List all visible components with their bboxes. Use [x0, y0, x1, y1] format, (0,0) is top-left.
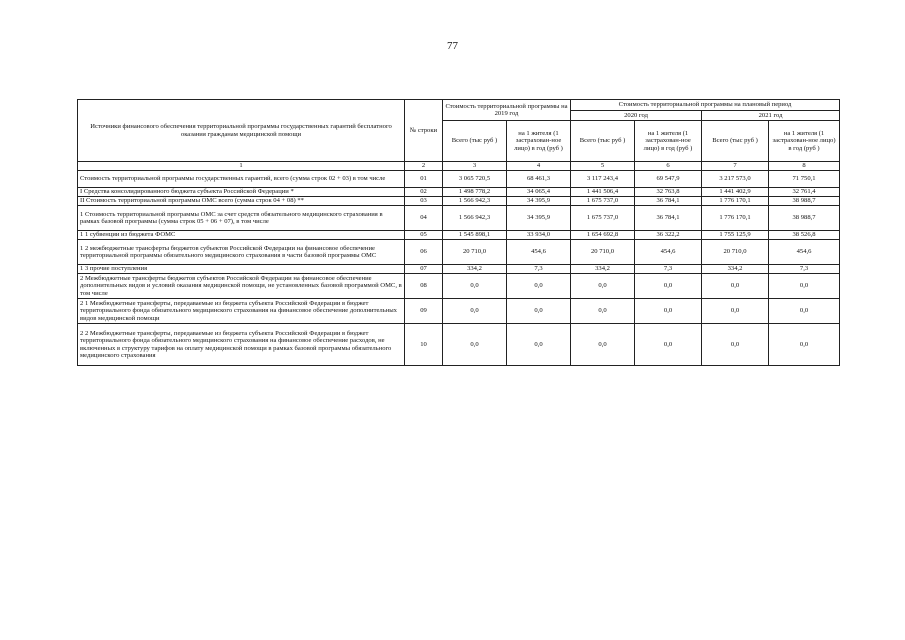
value-cell: 71 750,1 — [769, 171, 840, 188]
value-cell: 0,0 — [507, 274, 571, 299]
value-cell: 34 395,9 — [507, 197, 571, 206]
header-2021-total: Всего (тыс руб ) — [702, 121, 769, 162]
row-label: I Средства консолидированного бюджета субъекта Российской Федерации * — [78, 188, 405, 197]
financing-sources-table — [77, 99, 840, 366]
row-label: Стоимость территориальной программы государственных гарантий, всего (сумма строк 02 + 03) в том числе — [78, 171, 405, 188]
value-cell: 0,0 — [635, 324, 702, 366]
value-cell: 1 776 170,1 — [702, 197, 769, 206]
value-cell: 3 217 573,0 — [702, 171, 769, 188]
header-2021-per-capita: на 1 жителя (1 застрахован-ное лицо) в год (руб ) — [769, 121, 840, 162]
row-label: 1 Стоимость территориальной программы ОМС за счет средств обязательного медицинского страхования в рамках базовой программы (сумма строк 05 + 06 + 07), в том числе — [78, 206, 405, 231]
column-number: 7 — [702, 162, 769, 171]
header-2020-per-capita: на 1 жителя (1 застрахован-ное лицо) в год (руб ) — [635, 121, 702, 162]
header-2019-per-capita: на 1 жителя (1 застрахован-ное лицо) в год (руб ) — [507, 121, 571, 162]
row-number: 02 — [405, 188, 443, 197]
table-row — [78, 231, 840, 240]
value-cell: 0,0 — [507, 324, 571, 366]
value-cell: 69 547,9 — [635, 171, 702, 188]
column-number: 3 — [443, 162, 507, 171]
column-number: 5 — [571, 162, 635, 171]
value-cell: 0,0 — [769, 324, 840, 366]
column-number: 6 — [635, 162, 702, 171]
value-cell: 0,0 — [571, 274, 635, 299]
value-cell: 68 461,3 — [507, 171, 571, 188]
row-number: 08 — [405, 274, 443, 299]
page-number: 77 — [447, 40, 458, 52]
header-2020-total: Всего (тыс руб ) — [571, 121, 635, 162]
value-cell: 334,2 — [571, 265, 635, 274]
row-number: 10 — [405, 324, 443, 366]
value-cell: 36 322,2 — [635, 231, 702, 240]
table-row — [78, 188, 840, 197]
value-cell: 3 065 720,5 — [443, 171, 507, 188]
value-cell: 334,2 — [443, 265, 507, 274]
row-label: 1 1 субвенции из бюджета ФОМС — [78, 231, 405, 240]
header-year-2021: 2021 год — [702, 111, 840, 121]
value-cell: 1 675 737,0 — [571, 197, 635, 206]
table-row — [78, 324, 840, 366]
table-row — [78, 240, 840, 265]
value-cell: 20 710,0 — [443, 240, 507, 265]
header-cost-2019: Стоимость территориальной программы на 2019 год — [443, 100, 571, 121]
value-cell: 33 934,0 — [507, 231, 571, 240]
value-cell: 1 654 692,8 — [571, 231, 635, 240]
header-year-2020: 2020 год — [571, 111, 702, 121]
header-row-no: № строки — [405, 100, 443, 162]
value-cell: 36 784,1 — [635, 197, 702, 206]
value-cell: 1 498 778,2 — [443, 188, 507, 197]
row-label: 1 3 прочие поступления — [78, 265, 405, 274]
value-cell: 32 763,8 — [635, 188, 702, 197]
value-cell: 0,0 — [571, 324, 635, 366]
header-source: Источники финансового обеспечения территориальной программы государственных гарантий бесплатного оказания гражданам медицинской помощи — [78, 100, 405, 162]
table-row — [78, 274, 840, 299]
value-cell: 20 710,0 — [702, 240, 769, 265]
table-row — [78, 197, 840, 206]
value-cell: 20 710,0 — [571, 240, 635, 265]
column-number: 2 — [405, 162, 443, 171]
value-cell: 38 988,7 — [769, 197, 840, 206]
value-cell: 7,3 — [635, 265, 702, 274]
value-cell: 36 784,1 — [635, 206, 702, 231]
row-label: 2 1 Межбюджетные трансферты, передаваемые из бюджета субъекта Российской Федерации в бюджет территориального фонда обязательного медицинского страхования на финансовое обеспечение дополнительных видов медицинской помощи — [78, 299, 405, 324]
row-label: II Стоимость территориальной программы ОМС всего (сумма строк 04 + 08) ** — [78, 197, 405, 206]
value-cell: 0,0 — [635, 274, 702, 299]
row-label: 2 Межбюджетные трансферты бюджетов субъектов Российской Федерации на финансовое обеспечение дополнительных видов и условий оказания медицинской помощи, не установленных базовой программой ОМС, в том числе — [78, 274, 405, 299]
value-cell: 1 755 125,9 — [702, 231, 769, 240]
value-cell: 0,0 — [702, 274, 769, 299]
value-cell: 0,0 — [571, 299, 635, 324]
value-cell: 1 675 737,0 — [571, 206, 635, 231]
column-number: 1 — [78, 162, 405, 171]
column-number: 8 — [769, 162, 840, 171]
value-cell: 1 566 942,3 — [443, 197, 507, 206]
header-cost-plan: Стоимость территориальной программы на плановый период — [571, 100, 840, 111]
value-cell: 3 117 243,4 — [571, 171, 635, 188]
value-cell: 1 566 942,3 — [443, 206, 507, 231]
table-row — [78, 265, 840, 274]
table-row — [78, 299, 840, 324]
value-cell: 38 526,8 — [769, 231, 840, 240]
header-2019-total: Всего (тыс руб ) — [443, 121, 507, 162]
value-cell: 0,0 — [507, 299, 571, 324]
row-number: 09 — [405, 299, 443, 324]
value-cell: 32 761,4 — [769, 188, 840, 197]
column-number: 4 — [507, 162, 571, 171]
value-cell: 454,6 — [507, 240, 571, 265]
column-number-row — [78, 162, 840, 171]
value-cell: 0,0 — [443, 299, 507, 324]
row-label: 1 2 межбюджетные трансферты бюджетов субъектов Российской Федерации на финансовое обеспечение территориальной программы обязательного медицинского страхования в части базовой программы ОМС — [78, 240, 405, 265]
row-number: 05 — [405, 231, 443, 240]
row-label: 2 2 Межбюджетные трансферты, передаваемые из бюджета субъекта Российской Федерации в бюджет территориального фонда обязательного медицинского страхования на финансовое обеспечение расходов, не включенных в структуру тарифов на оплату медицинской помощи в рамках базовой программы обязательного медицинского страхования — [78, 324, 405, 366]
value-cell: 454,6 — [769, 240, 840, 265]
value-cell: 1 545 898,1 — [443, 231, 507, 240]
value-cell: 38 988,7 — [769, 206, 840, 231]
value-cell: 0,0 — [635, 299, 702, 324]
value-cell: 334,2 — [702, 265, 769, 274]
value-cell: 7,3 — [507, 265, 571, 274]
table-row — [78, 171, 840, 188]
value-cell: 7,3 — [769, 265, 840, 274]
value-cell: 0,0 — [769, 274, 840, 299]
row-number: 04 — [405, 206, 443, 231]
value-cell: 1 441 402,9 — [702, 188, 769, 197]
row-number: 06 — [405, 240, 443, 265]
value-cell: 34 065,4 — [507, 188, 571, 197]
table-row — [78, 206, 840, 231]
value-cell: 34 395,9 — [507, 206, 571, 231]
value-cell: 454,6 — [635, 240, 702, 265]
value-cell: 0,0 — [769, 299, 840, 324]
row-number: 01 — [405, 171, 443, 188]
value-cell: 1 441 506,4 — [571, 188, 635, 197]
value-cell: 0,0 — [702, 299, 769, 324]
value-cell: 0,0 — [443, 274, 507, 299]
value-cell: 0,0 — [702, 324, 769, 366]
row-number: 07 — [405, 265, 443, 274]
value-cell: 0,0 — [443, 324, 507, 366]
value-cell: 1 776 170,1 — [702, 206, 769, 231]
row-number: 03 — [405, 197, 443, 206]
